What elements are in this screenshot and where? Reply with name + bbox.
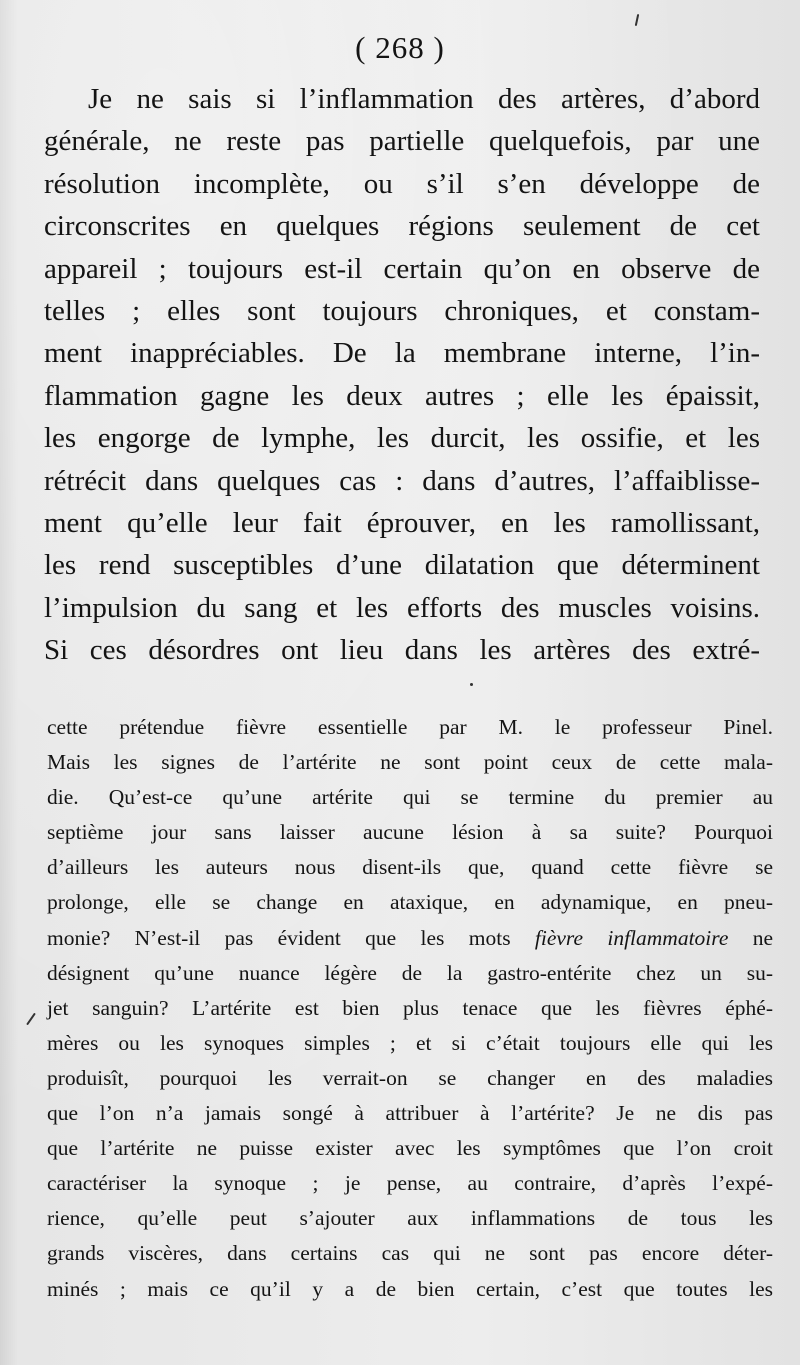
- footnote-line: grands viscères, dans certains cas qui ne sont pas encore déter-: [47, 1241, 773, 1266]
- footnote-line: d’ailleurs les auteurs nous disent-ils que, quand cette fièvre se: [47, 855, 773, 880]
- footnote-line: produisît, pourquoi les verrait-on se changer en des maladies: [47, 1065, 773, 1090]
- footnote-line: minés ; mais ce qu’il y a de bien certain, c’est que toutes les: [47, 1276, 773, 1301]
- main-text-line: Si ces désordres ont lieu dans les artères des extré-: [44, 634, 760, 667]
- footnote-line: que l’on n’a jamais songé à attribuer à l’artérite? Je ne dis pas: [47, 1101, 773, 1126]
- main-text-line: rétrécit dans quelques cas : dans d’autres, l’affaiblisse-: [44, 464, 760, 497]
- main-text-line: les rend susceptibles d’une dilatation que déterminent: [44, 549, 760, 582]
- footnote-line: cette prétendue fièvre essentielle par M. le professeur Pinel.: [47, 715, 773, 739]
- footnote-line-end: ne: [752, 925, 774, 950]
- italic-term: fièvre inflammatoire: [534, 925, 729, 950]
- ink-speck: [470, 683, 473, 686]
- footnote-line: désignent qu’une nuance légère de la gastro-entérite chez un su-: [47, 960, 773, 985]
- footnote-line: mères ou les synoques simples ; et si c’était toujours elle qui les: [47, 1030, 773, 1055]
- main-text-line: Je ne sais si l’inflammation des artères, d’abord: [88, 83, 760, 115]
- footnote-line-with-italic: [47, 921, 773, 956]
- footnote-line: jet sanguin? L’artérite est bien plus tenace que les fièvres éphé-: [47, 995, 773, 1020]
- main-text-block: [44, 78, 760, 671]
- footnote-line: septième jour sans laisser aucune lésion à sa suite? Pourquoi: [47, 820, 773, 845]
- main-text-line: appareil ; toujours est-il certain qu’on en observe de: [44, 252, 760, 285]
- page-number: ( 268 ): [355, 30, 445, 65]
- main-text-line: résolution incomplète, ou s’il s’en développe de: [44, 167, 760, 200]
- footnote-line: caractériser la synoque ; je pense, au contraire, d’après l’expé-: [47, 1171, 773, 1196]
- footnote-line: prolonge, elle se change en ataxique, en adynamique, en pneu-: [47, 890, 773, 915]
- footnote-line: Mais les signes de l’artérite ne sont point ceux de cette mala-: [47, 750, 773, 775]
- main-text-line: telles ; elles sont toujours chroniques, et constam-: [44, 294, 760, 327]
- ink-speck: [635, 14, 639, 26]
- footnote-line: que l’artérite ne puisse exister avec les symptômes que l’on croit: [47, 1136, 773, 1161]
- main-text-line: circonscrites en quelques régions seulement de cet: [44, 210, 760, 243]
- footnote-line-start: monie? N’est-il pas évident que les mots: [47, 925, 511, 950]
- main-text-line: flammation gagne les deux autres ; elle les épaissit,: [44, 379, 760, 412]
- footnote-line: die. Qu’est-ce qu’une artérite qui se termine du premier au: [47, 785, 773, 810]
- main-text-line: les engorge de lymphe, les durcit, les ossifie, et les: [44, 422, 760, 455]
- main-text-line: ment inappréciables. De la membrane interne, l’in-: [44, 337, 760, 370]
- main-text-line: générale, ne reste pas partielle quelquefois, par une: [44, 125, 760, 158]
- footnote-line: rience, qu’elle peut s’ajouter aux inflammations de tous les: [47, 1206, 773, 1231]
- footnote-block: [47, 710, 773, 1307]
- main-text-line: ment qu’elle leur fait éprouver, en les ramollissant,: [44, 506, 760, 539]
- main-text-line: l’impulsion du sang et les efforts des muscles voisins.: [44, 591, 760, 624]
- ink-speck: [26, 1013, 36, 1026]
